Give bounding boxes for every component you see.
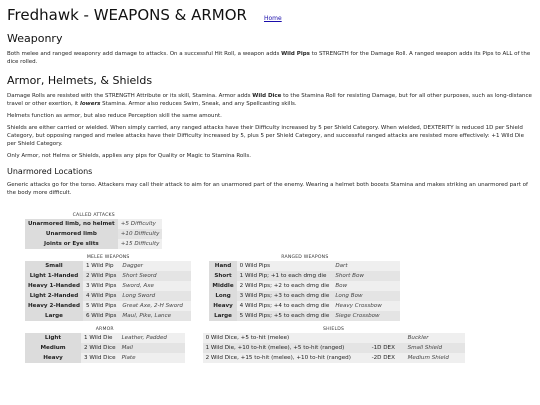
armor-paragraph-2: Helmets function as armor, but also reduce Perception skill the same amount. — [7, 113, 222, 119]
table-row — [25, 239, 162, 249]
table-cell: Leather, Padded — [119, 333, 185, 343]
table-cell: 4 Wild Pips; +4 to each dmg die — [237, 301, 333, 311]
table-cell: 3 Wild Pips — [83, 281, 119, 291]
table-row — [25, 229, 162, 239]
table-cell: 6 Wild Pips — [83, 311, 119, 321]
table-cell: 3 Wild Dice — [81, 353, 119, 363]
ranged-weapons-caption: RANGED WEAPONS — [281, 255, 329, 260]
table-cell: Middle — [209, 281, 236, 291]
table-row — [209, 311, 400, 321]
table-cell: Unarmored limb, no helmet — [25, 219, 118, 229]
page-title: Fredhawk - WEAPONS & ARMOR — [7, 6, 247, 24]
table-cell: Light 2-Handed — [25, 291, 83, 301]
melee-weapons-block — [25, 255, 191, 321]
melee-weapons-table — [25, 261, 191, 321]
table-row — [209, 281, 400, 291]
table-cell: Mail — [119, 343, 185, 353]
table-row — [209, 261, 400, 271]
table-cell: Small — [25, 261, 83, 271]
table-cell: Short — [209, 271, 236, 281]
table-row — [25, 271, 191, 281]
header — [7, 6, 533, 24]
table-cell: +5 Difficulty — [118, 219, 163, 229]
called-attacks-table — [25, 219, 162, 249]
home-link[interactable]: Home — [263, 15, 282, 22]
table-cell: 1 Wild Die, +10 to-hit (melee), +5 to-hit (ranged) — [203, 343, 369, 353]
table-cell: Long Sword — [119, 291, 191, 301]
table-cell: Short Bow — [332, 271, 400, 281]
table-cell: 2 Wild Pips — [83, 271, 119, 281]
armor-tables-row — [25, 327, 533, 363]
called-attacks-caption: CALLED ATTACKS — [72, 213, 115, 218]
armor-table — [25, 333, 185, 363]
table-row — [25, 281, 191, 291]
table-cell: 4 Wild Pips — [83, 291, 119, 301]
table-row — [209, 271, 400, 281]
table-cell: Small Shield — [405, 343, 465, 353]
table-cell — [369, 333, 405, 343]
table-row — [203, 343, 465, 353]
table-cell: Maul, Pike, Lance — [119, 311, 191, 321]
table-cell: 1 Wild Pip — [83, 261, 119, 271]
table-cell: Heavy 1-Handed — [25, 281, 83, 291]
ranged-weapons-table — [209, 261, 400, 321]
text-run: to STRENGTH for the Damage Roll. A ranged weapon adds its Pips to ALL of the dice rolled. — [7, 51, 531, 65]
table-cell: Joints or Eye slits — [25, 239, 118, 249]
table-row — [25, 343, 185, 353]
table-cell: Heavy — [209, 301, 236, 311]
table-cell: Sword, Axe — [119, 281, 191, 291]
table-row — [203, 333, 465, 343]
table-cell: Medium Shield — [405, 353, 465, 363]
shields-caption: SHIELDS — [323, 327, 345, 332]
table-cell: Long Bow — [332, 291, 400, 301]
text-run-bold: Wild Pips — [281, 51, 310, 57]
text-run: Both melee and ranged weaponry add damage to attacks. On a successful Hit Roll, a weapon adds — [7, 51, 282, 57]
armor-caption: ARMOR — [95, 327, 114, 332]
table-cell: 1 Wild Pip; +1 to each dmg die — [237, 271, 333, 281]
text-run: to the Stamina Roll for resisting Damage, but for all other purposes, such as long-distance travel or other exertion, it — [7, 93, 532, 107]
armor-paragraph-4: Only Armor, not Helms or Shields, applies any pips for Quality or Magic to Stamina Rolls. — [7, 153, 251, 159]
table-row — [25, 291, 191, 301]
table-cell: 5 Wild Pips — [83, 301, 119, 311]
table-row — [25, 311, 191, 321]
melee-weapons-caption: MELEE WEAPONS — [86, 255, 130, 260]
unarmored-paragraph: Generic attacks go for the torso. Attackers may call their attack to aim for an unarmored part of the enemy. Wearing a helmet both boosts Stamina and makes striking an unarmored part of the body more difficult. — [7, 182, 528, 196]
table-cell: 2 Wild Dice, +15 to-hit (melee), +10 to-hit (ranged) — [203, 353, 369, 363]
ranged-weapons-block — [209, 255, 400, 321]
table-cell: -1D DEX — [369, 343, 405, 353]
table-row — [25, 219, 162, 229]
table-row — [25, 333, 185, 343]
table-cell: Heavy 2-Handed — [25, 301, 83, 311]
table-cell: Heavy Crossbow — [332, 301, 400, 311]
table-cell: Long — [209, 291, 236, 301]
text-run: Damage Rolls are resisted with the STRENGTH Attribute or its skill, Stamina. Armor adds — [7, 93, 253, 99]
table-cell: 3 Wild Pips; +3 to each dmg die — [237, 291, 333, 301]
called-attacks-block — [25, 213, 162, 249]
table-cell: Heavy — [25, 353, 81, 363]
table-cell: Plate — [119, 353, 185, 363]
weaponry-heading: Weaponry — [7, 32, 63, 45]
table-cell: +15 Difficulty — [118, 239, 163, 249]
table-cell: Short Sword — [119, 271, 191, 281]
table-cell: Large — [25, 311, 83, 321]
table-cell: Unarmored limb — [25, 229, 118, 239]
table-cell: 5 Wild Pips; +5 to each dmg die — [237, 311, 333, 321]
armor-paragraph-1 — [7, 92, 533, 108]
table-cell: Light 1-Handed — [25, 271, 83, 281]
armor-heading: Armor, Helmets, & Shields — [7, 74, 153, 87]
table-cell: Bow — [332, 281, 400, 291]
shields-block — [203, 327, 465, 363]
unarmored-heading: Unarmored Locations — [7, 167, 93, 176]
table-row — [209, 301, 400, 311]
text-run-bold-italic: lowers — [79, 101, 101, 107]
armor-paragraph-3: Shields are either carried or wielded. When simply carried, any ranged attacks have their Difficulty increased by 5 per Shield Category. When wielded, DEXTERITY is reduced 1D per Shield Category, but opposing ranged and melee attacks have their Difficulty increased by 5, plus 5 per Shield Category, and successful ranged attacks are resisted more effectively: +1 Wild Die per Shield Category. — [7, 125, 524, 147]
table-row — [25, 353, 185, 363]
table-cell: Light — [25, 333, 81, 343]
table-row — [25, 301, 191, 311]
armor-block — [25, 327, 185, 363]
table-cell: Siege Crossbow — [332, 311, 400, 321]
weaponry-paragraph — [7, 50, 533, 66]
table-cell: 0 Wild Dice, +5 to-hit (melee) — [203, 333, 369, 343]
table-cell: 2 Wild Dice — [81, 343, 119, 353]
text-run: Stamina. Armor also reduces Swim, Sneak, and any Spellcasting skills. — [100, 101, 297, 107]
text-run-bold: Wild Dice — [252, 93, 282, 99]
table-cell: 0 Wild Pips — [237, 261, 333, 271]
table-cell: 1 Wild Die — [81, 333, 119, 343]
table-row — [25, 261, 191, 271]
table-cell: Large — [209, 311, 236, 321]
table-cell: Dagger — [119, 261, 191, 271]
shields-table — [203, 333, 465, 363]
table-cell: Buckler — [405, 333, 465, 343]
table-cell: Hand — [209, 261, 236, 271]
table-row — [203, 353, 465, 363]
weapons-tables-row — [25, 255, 533, 321]
table-cell: Dart — [332, 261, 400, 271]
table-cell: -2D DEX — [369, 353, 405, 363]
table-cell: Great Axe, 2-H Sword — [119, 301, 191, 311]
table-cell: +10 Difficulty — [118, 229, 163, 239]
table-cell: Medium — [25, 343, 81, 353]
table-row — [209, 291, 400, 301]
table-cell: 2 Wild Pips; +2 to each dmg die — [237, 281, 333, 291]
